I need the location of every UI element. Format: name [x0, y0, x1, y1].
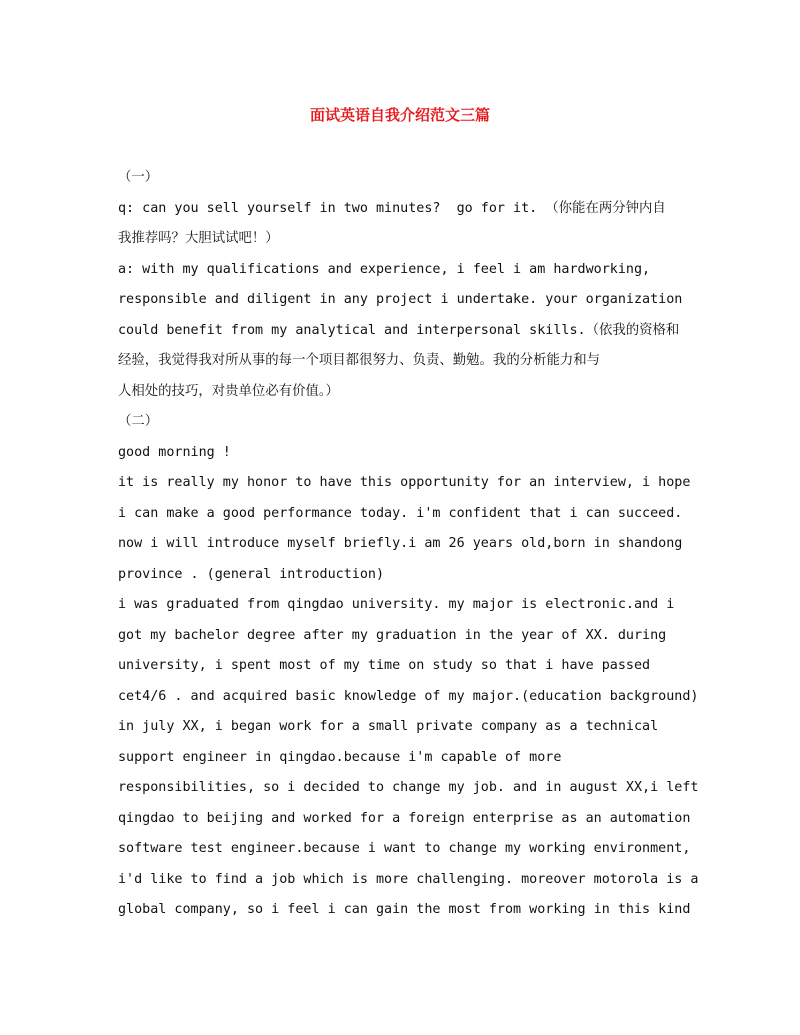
- paragraph-line: responsibilities, so i decided to change my job. and in august XX,i left: [118, 780, 699, 795]
- paragraph-line: global company, so i feel i can gain the most from working in this kind: [118, 902, 691, 917]
- paragraph-line: could benefit from my analytical and interpersonal skills.（依我的资格和: [118, 322, 680, 338]
- paragraph-line: i can make a good performance today. i'm confident that i can succeed.: [118, 505, 683, 521]
- paragraph-line: i was graduated from qingdao university. my major is electronic.and i: [118, 597, 675, 612]
- document-title: 面试英语自我介绍范文三篇: [309, 106, 490, 124]
- paragraph-line: support engineer in qingdao.because i'm capable of more: [118, 749, 562, 765]
- paragraph-line: i'd like to find a job which is more challenging. moreover motorola is a: [118, 871, 699, 887]
- paragraph-line: qingdao to beijing and worked for a foreign enterprise as an automation: [118, 810, 691, 826]
- paragraph-line: province . (general introduction): [118, 566, 385, 582]
- paragraph-line: q: can you sell yourself in two minutes? go for it. （你能在两分钟内自: [118, 200, 666, 216]
- paragraph-line: responsible and diligent in any project i undertake. your organization: [118, 292, 683, 307]
- paragraph-line: now i will introduce myself briefly.i am 26 years old,born in shandong: [118, 536, 683, 551]
- paragraph-line: a: with my qualifications and experience, i feel i am hardworking,: [118, 261, 651, 277]
- paragraph-line: in july XX, i began work for a small private company as a technical: [118, 719, 659, 734]
- paragraph-line: good morning !: [118, 444, 231, 460]
- paragraph-line: 经验，我觉得我对所从事的每一个项目都很努力、负责、勤勉。我的分析能力和与: [118, 353, 601, 368]
- paragraph-line: it is really my honor to have this opportunity for an interview, i hope: [118, 475, 691, 490]
- paragraph-line: 人相处的技巧，对贵单位必有价值。）: [118, 383, 339, 399]
- section-heading-2: （二）: [118, 414, 159, 429]
- paragraph-line: university, i spent most of my time on study so that i have passed: [118, 658, 651, 673]
- paragraph-line: cet4/6 . and acquired basic knowledge of my major.(education background): [118, 688, 699, 704]
- document-body: [118, 163, 699, 926]
- section-heading-1: （一）: [118, 170, 159, 185]
- paragraph-line: 我推荐吗？大胆试试吧！）: [118, 231, 279, 246]
- paragraph-line: got my bachelor degree after my graduation in the year of XX. during: [118, 627, 667, 643]
- paragraph-line: software test engineer.because i want to change my working environment,: [118, 841, 691, 856]
